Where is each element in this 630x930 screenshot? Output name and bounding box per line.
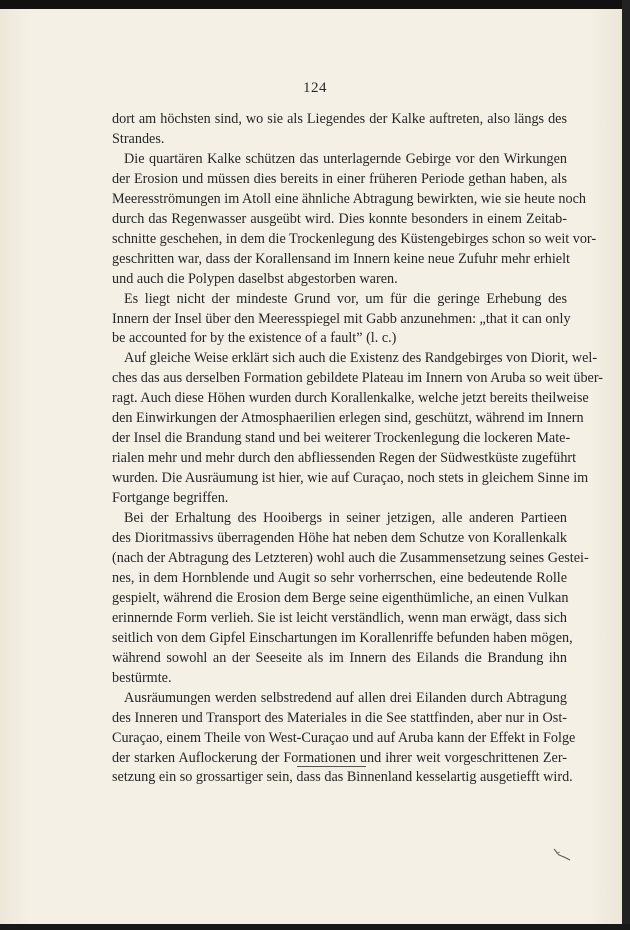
text-line: geschritten war, dass der Korallensand im Innern keine neue Zufuhr mehr erhielt xyxy=(112,250,570,267)
paragraph xyxy=(112,349,604,509)
text-line: während sowohl an der Seeseite als im Innern des Eilands die Brandung ihn xyxy=(112,649,567,666)
paragraph xyxy=(112,509,589,689)
text-line: Es liegt nicht der mindeste Grund vor, um für die geringe Erhebung des xyxy=(124,290,567,307)
text-line: erinnernde Form verlieh. Sie ist leicht verständlich, wenn man erwägt, dass sich xyxy=(112,609,567,626)
text-line: durch das Regenwasser ausgeübt wird. Dies konnte besonders in einem Zeitab- xyxy=(112,210,567,227)
paragraph xyxy=(112,110,567,150)
text-line: rialen mehr und mehr durch den abfliessenden Regen der Südwestküste zugeführt xyxy=(112,450,577,467)
text-line: dort am höchsten sind, wo sie als Liegendes der Kalke auftreten, also längs des xyxy=(112,111,567,127)
page-number: 124 xyxy=(303,80,327,96)
text-line: bestürmte. xyxy=(112,669,172,686)
text-line: ragt. Auch diese Höhen wurden durch Korallenkalke, welche jetzt bereits theilweise xyxy=(112,390,589,407)
text-line: der Insel die Brandung stand und bei weiterer Trockenlegung die lockeren Mate- xyxy=(112,430,571,447)
text-line: gespielt, während die Erosion dem Berge seine eigenthümliche, an einen Vulkan xyxy=(112,589,569,606)
text-line: setzung ein so grossartiger sein, dass das Binnenland kesselartig ausgetiefft wird. xyxy=(112,769,573,786)
text-line: ches das aus derselben Formation gebildete Plateau im Innern von Aruba so weit über- xyxy=(112,370,604,387)
text-line: nes, in dem Hornblende und Augit so sehr vorherrschen, eine bedeutende Rolle xyxy=(112,569,567,586)
text-line: der Erosion und müssen dies bereits in einer früheren Periode gethan haben, als xyxy=(112,170,567,187)
paragraph xyxy=(112,689,576,789)
paragraph xyxy=(112,150,597,290)
text-line: Curaçao, einem Theile von West-Curaçao und auf Aruba kann der Effekt in Folge xyxy=(112,729,576,746)
footnote-rule xyxy=(297,766,366,767)
paragraph xyxy=(112,290,571,350)
scan-border-bottom xyxy=(0,924,630,930)
text-line: Fortgange begriffen. xyxy=(112,490,229,507)
body-text xyxy=(112,110,604,788)
scan-border-right xyxy=(622,0,630,930)
text-line: der starken Auflockerung der Formationen und ihrer weit vorgeschrittenen Zer- xyxy=(112,749,567,766)
text-line: Bei der Erhaltung des Hooibergs in seiner jetzigen, alle anderen Partieen xyxy=(124,510,567,527)
text-line: be accounted for by the existence of a fault” (l. c.) xyxy=(112,330,397,347)
text-line: Meeresströmungen im Atoll eine ähnliche Abtragung bewirkten, wie sie heute noch xyxy=(112,190,586,207)
text-line: Ausräumungen werden selbstredend auf allen drei Eilanden durch Abtragung xyxy=(124,689,567,706)
text-line: den Einwirkungen der Atmosphaerilien erlegen sind, geschützt, während im Innern xyxy=(112,410,584,427)
text-line: seitlich von dem Gipfel Einschartungen im Korallenriffe befunden haben mögen, xyxy=(112,629,573,646)
text-line: wurden. Die Ausräumung ist hier, wie auf Curaçao, noch stets in gleichem Sinne im xyxy=(112,470,589,487)
text-line: (nach der Abtragung des Letzteren) wohl auch die Zusammensetzung seines Gestei- xyxy=(112,549,589,566)
text-line: des Inneren und Transport des Materiales in die See stattfinden, aber nur in Ost- xyxy=(112,709,567,726)
text-line: Innern der Insel über den Meeresspiegel mit Gabb anzunehmen: „that it can only xyxy=(112,310,571,327)
text-line: Strandes. xyxy=(112,130,165,147)
scan-border-top xyxy=(0,0,630,9)
text-line: Auf gleiche Weise erklärt sich auch die Existenz des Randgebirges von Diorit, wel- xyxy=(124,350,598,367)
text-line: und auch die Polypen daselbst abgestorben waren. xyxy=(112,270,398,287)
text-line: des Dioritmassivs überragenden Höhe hat neben dem Schutze von Korallenkalk xyxy=(112,530,567,547)
pencil-mark-icon xyxy=(552,846,574,864)
text-line: schnitte geschehen, in dem die Trockenlegung des Küstengebirges schon so weit vor- xyxy=(112,230,597,247)
text-line: Die quartären Kalke schützen das unterlagernde Gebirge vor den Wirkungen xyxy=(124,150,567,167)
